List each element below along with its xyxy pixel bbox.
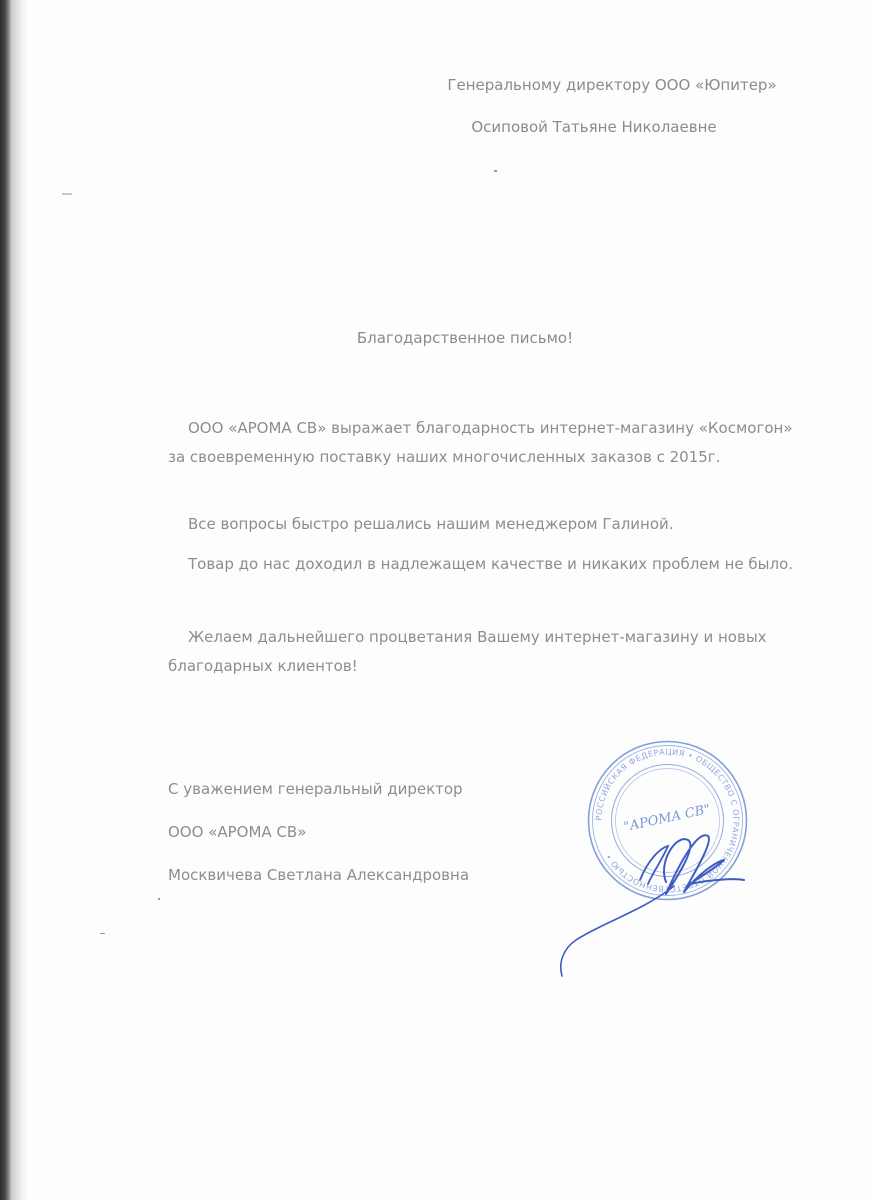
paragraph-2 xyxy=(168,510,808,539)
paragraph-2-text: Все вопросы быстро решались нашим менеджером Галиной. xyxy=(188,515,674,533)
scan-edge-shadow xyxy=(0,0,12,1200)
signer-name: Москвичева Светлана Александровна xyxy=(168,866,470,884)
scan-edge-gradient xyxy=(12,0,28,1200)
paragraph-4-text: Желаем дальнейшего процветания Вашему интернет-магазину и новых благодарных клиентов! xyxy=(168,628,767,675)
stamp-ring-text: РОССИЙСКАЯ ФЕДЕРАЦИЯ • ОБЩЕСТВО С ОГРАНИЧЕННОЙ ОТВЕТСТВЕННОСТЬЮ • xyxy=(594,747,741,894)
paragraph-3 xyxy=(168,550,808,579)
handwritten-signature xyxy=(548,822,758,982)
paragraph-4 xyxy=(168,623,808,681)
addressee-line-2: Осиповой Татьяне Николаевне xyxy=(471,118,717,136)
speck xyxy=(62,193,72,195)
paragraph-3-text: Товар до нас доходил в надлежащем качестве и никаких проблем не было. xyxy=(188,555,794,573)
company-line: ООО «АРОМА СВ» xyxy=(168,823,307,841)
paragraph-1 xyxy=(168,414,808,472)
addressee-line-1: Генеральному директору ООО «Юпитер» xyxy=(447,76,777,94)
speck xyxy=(494,170,497,172)
closing-line: С уважением генеральный директор xyxy=(168,780,463,798)
letter-title: Благодарственное письмо! xyxy=(356,329,574,347)
speck xyxy=(158,898,160,900)
speck xyxy=(100,933,105,934)
paragraph-1-text: ООО «АРОМА СВ» выражает благодарность интернет-магазину «Космогон» за своевременную поставку наших многочисленных заказов с 2015г. xyxy=(168,419,793,466)
stamp-center-text: "АРОМА СВ" xyxy=(622,802,712,836)
